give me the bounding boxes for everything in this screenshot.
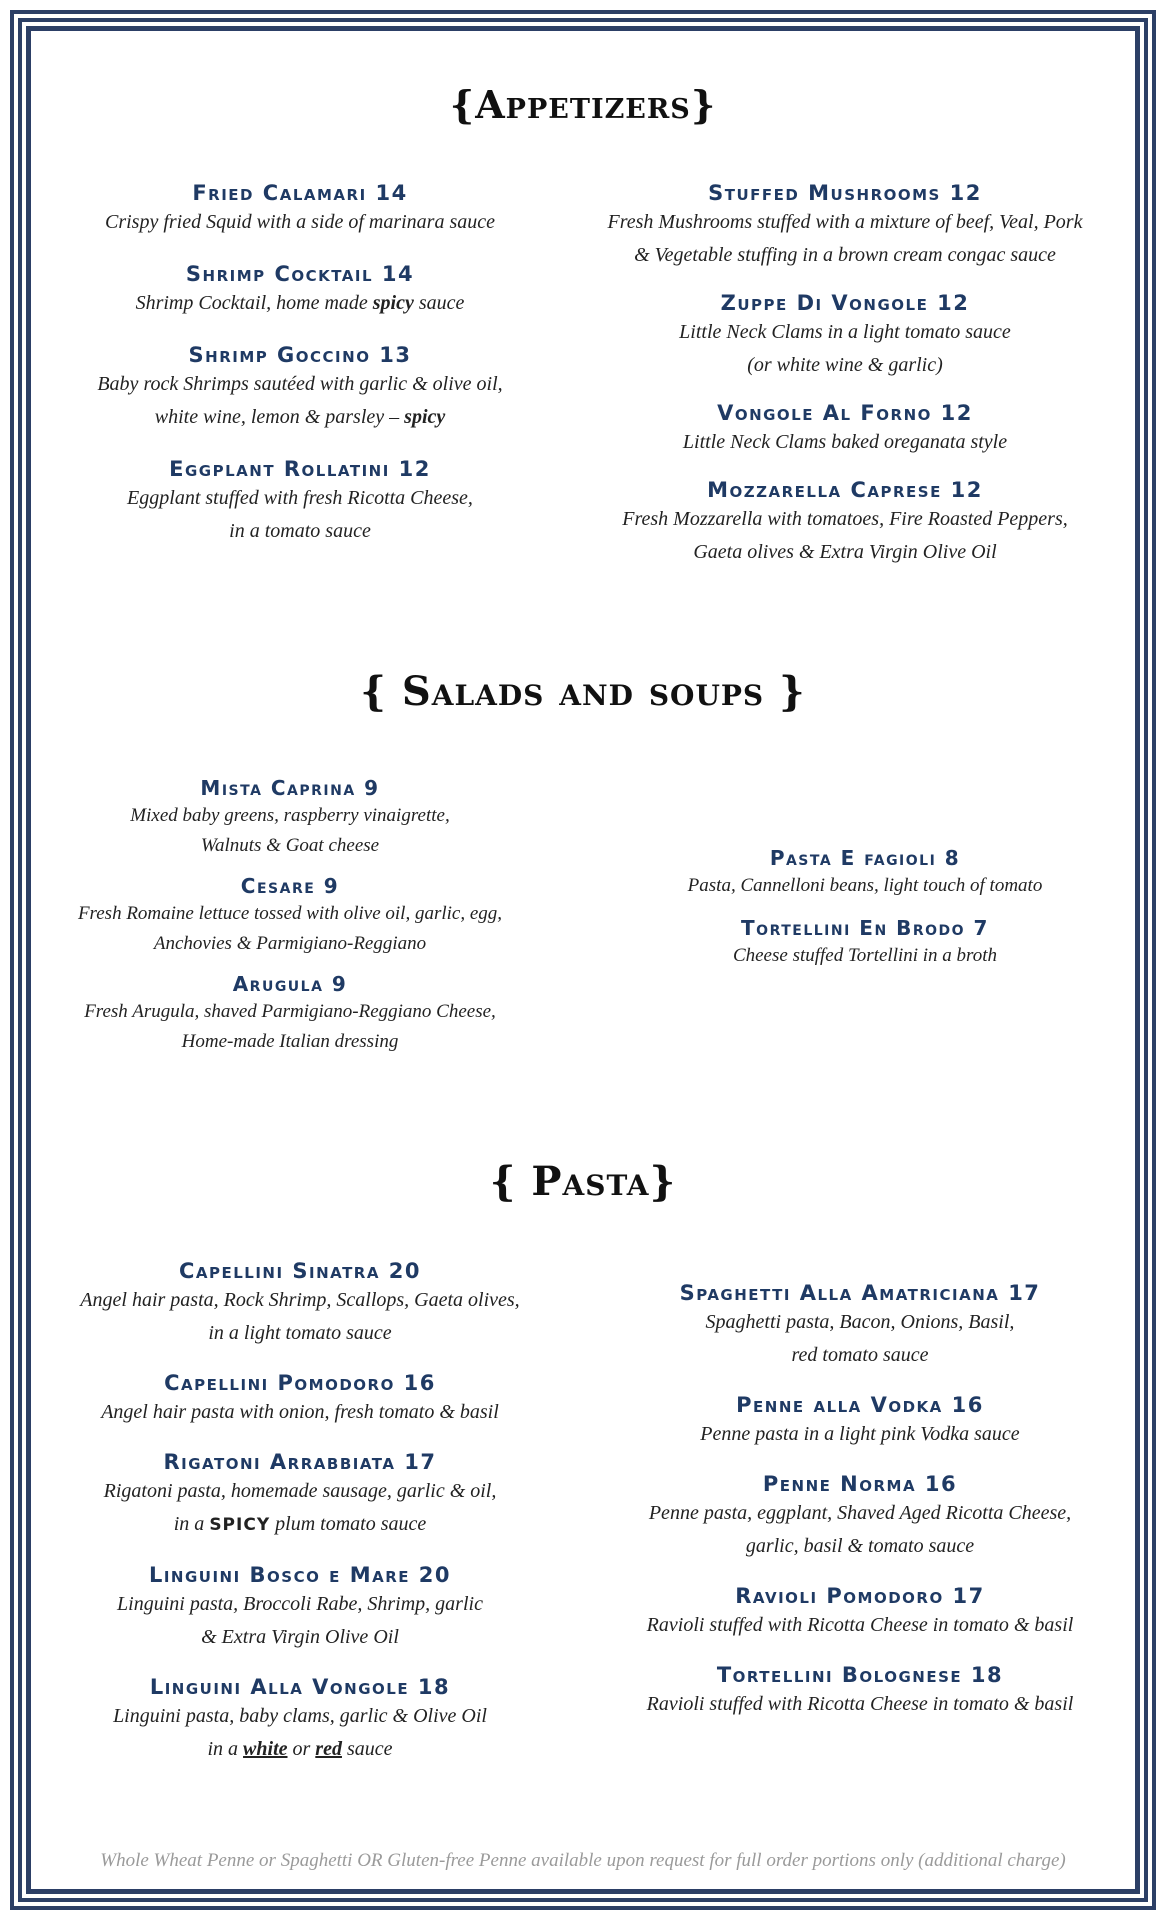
item-name: Shrimp Cocktail 14 <box>185 262 415 286</box>
item-description: in a light tomato sauce <box>208 1322 392 1344</box>
salads-title: { Salads and soups } <box>360 668 806 715</box>
item-name: Fried Calamari 14 <box>192 181 408 205</box>
item-description: (or white wine & garlic) <box>747 354 943 376</box>
item-description: Ravioli stuffed with Ricotta Cheese in tomato & basil <box>646 1614 1074 1636</box>
item-description: Angel hair pasta with onion, fresh tomato & basil <box>101 1401 499 1423</box>
menu-item <box>55 1449 545 1542</box>
title-brace-right: } <box>690 82 717 127</box>
item-description: Gaeta olives & Extra Virgin Olive Oil <box>693 541 997 563</box>
footer-note: Whole Wheat Penne or Spaghetti OR Gluten-free Penne available upon request for full order portions only (additional charge) <box>100 1850 1066 1871</box>
item-name: Vongole Al Forno 12 <box>717 401 973 425</box>
item-name: Pasta E fagioli 8 <box>769 846 961 870</box>
item-description <box>60 287 540 320</box>
appetizers-title-text: Appetizers <box>475 82 691 127</box>
menu-item <box>590 1583 1130 1642</box>
item-description <box>55 1508 545 1542</box>
item-description: & Extra Virgin Olive Oil <box>201 1626 399 1648</box>
item-description: Crispy fried Squid with a side of marinara sauce <box>105 211 495 233</box>
item-name: Rigatoni Arrabbiata 17 <box>163 1450 437 1474</box>
desc-text: plum tomato sauce <box>270 1513 427 1535</box>
menu-item <box>70 971 510 1057</box>
appetizers-left-column <box>60 180 540 548</box>
menu-item <box>55 1370 545 1429</box>
menu-item <box>60 261 540 320</box>
item-description: Ravioli stuffed with Ricotta Cheese in tomato & basil <box>646 1693 1074 1715</box>
item-description: Fresh Mozzarella with tomatoes, Fire Roasted Peppers, <box>622 508 1068 530</box>
menu-item <box>60 180 540 239</box>
item-description: Rigatoni pasta, homemade sausage, garlic & oil, <box>103 1480 497 1502</box>
item-name: Linguini Bosco e Mare 20 <box>148 1563 452 1587</box>
item-description: Eggplant stuffed with fresh Ricotta Cheese, <box>127 487 473 509</box>
menu-item <box>70 873 510 959</box>
item-description <box>55 1733 545 1766</box>
item-name: Cesare 9 <box>240 874 340 898</box>
item-description: Spaghetti pasta, Bacon, Onions, Basil, <box>705 1311 1015 1333</box>
menu-item <box>580 400 1110 459</box>
item-name: Tortellini Bolognese 18 <box>716 1663 1004 1687</box>
item-description: Fresh Arugula, shaved Parmigiano-Reggiano Cheese, <box>84 1001 496 1022</box>
item-name: Eggplant Rollatini 12 <box>169 457 431 481</box>
item-name: Ravioli Pomodoro 17 <box>735 1584 985 1608</box>
title-brace-left: { <box>449 82 476 127</box>
item-name: Capellini Pomodoro 16 <box>164 1371 436 1395</box>
item-name: Arugula 9 <box>232 972 348 996</box>
menu-item <box>580 180 1110 272</box>
desc-text: in a <box>173 1513 210 1535</box>
item-description: Little Neck Clams baked oreganata style <box>682 431 1008 453</box>
item-description: red tomato sauce <box>791 1344 929 1366</box>
item-description: Cheese stuffed Tortellini in a broth <box>732 945 998 966</box>
white-sauce-option: white <box>243 1738 288 1760</box>
item-description: & Vegetable stuffing in a brown cream congac sauce <box>634 244 1056 266</box>
item-description: Mixed baby greens, raspberry vinaigrette, <box>130 805 450 826</box>
item-description: Angel hair pasta, Rock Shrimp, Scallops, Gaeta olives, <box>80 1289 520 1311</box>
pasta-right-column <box>590 1280 1130 1721</box>
menu-item <box>580 477 1110 569</box>
menu-item <box>55 1674 545 1766</box>
item-description: Fresh Mushrooms stuffed with a mixture of beef, Veal, Pork <box>607 211 1083 233</box>
appetizers-right-column <box>580 180 1110 569</box>
spicy-label: SPICY <box>209 1515 271 1535</box>
item-description: Linguini pasta, baby clams, garlic & Olive Oil <box>113 1705 487 1727</box>
item-description: Pasta, Cannelloni beans, light touch of tomato <box>687 875 1043 896</box>
appetizers-title <box>0 82 1166 127</box>
desc-text: in a <box>207 1738 244 1760</box>
item-description <box>60 401 540 434</box>
item-name: Shrimp Goccino 13 <box>188 343 412 367</box>
item-name: Mozzarella Caprese 12 <box>707 478 983 502</box>
menu-item <box>55 1562 545 1654</box>
menu-item <box>55 1258 545 1350</box>
item-description: garlic, basil & tomato sauce <box>745 1535 975 1557</box>
item-name: Spaghetti Alla Amatriciana 17 <box>679 1281 1041 1305</box>
spicy-label: spicy <box>404 406 446 428</box>
desc-text: sauce <box>413 292 465 314</box>
menu-item <box>60 456 540 548</box>
item-description: in a tomato sauce <box>229 520 371 542</box>
menu-item <box>640 915 1090 971</box>
desc-text: white wine, lemon & parsley – <box>154 406 405 428</box>
menu-item <box>590 1662 1130 1721</box>
item-description: Penne pasta, eggplant, Shaved Aged Ricotta Cheese, <box>648 1502 1072 1524</box>
item-description: Anchovies & Parmigiano-Reggiano <box>153 933 427 954</box>
pasta-left-column <box>55 1258 545 1766</box>
desc-text: sauce <box>341 1738 393 1760</box>
item-name: Zuppe Di Vongole 12 <box>720 291 970 315</box>
item-name: Capellini Sinatra 20 <box>178 1259 422 1283</box>
pasta-title: { Pasta} <box>489 1158 677 1205</box>
menu-item <box>580 290 1110 382</box>
soups-right-column <box>640 845 1090 971</box>
menu-item <box>70 775 510 861</box>
item-description: Baby rock Shrimps sautéed with garlic & olive oil, <box>97 373 503 395</box>
item-name: Penne Norma 16 <box>762 1472 958 1496</box>
spicy-label: spicy <box>372 292 414 314</box>
item-name: Stuffed Mushrooms 12 <box>708 181 982 205</box>
item-description: Penne pasta in a light pink Vodka sauce <box>700 1423 1020 1445</box>
item-description: Little Neck Clams in a light tomato sauce <box>679 321 1011 343</box>
salads-left-column <box>70 775 510 1057</box>
menu-item <box>590 1280 1130 1372</box>
desc-text: Shrimp Cocktail, home made <box>135 292 373 314</box>
item-name: Tortellini En Brodo 7 <box>741 916 989 940</box>
item-description: Linguini pasta, Broccoli Rabe, Shrimp, garlic <box>117 1593 483 1615</box>
item-description: Fresh Romaine lettuce tossed with olive oil, garlic, egg, <box>77 903 503 924</box>
item-description: Home-made Italian dressing <box>181 1031 399 1052</box>
item-name: Linguini Alla Vongole 18 <box>149 1675 451 1699</box>
item-name: Mista Caprina 9 <box>200 776 380 800</box>
menu-item <box>640 845 1090 901</box>
menu-item <box>60 342 540 434</box>
item-description: Walnuts & Goat cheese <box>200 835 380 856</box>
red-sauce-option: red <box>315 1738 342 1760</box>
menu-item <box>590 1471 1130 1563</box>
desc-text: or <box>287 1738 316 1760</box>
menu-item <box>590 1392 1130 1451</box>
item-name: Penne alla Vodka 16 <box>736 1393 984 1417</box>
